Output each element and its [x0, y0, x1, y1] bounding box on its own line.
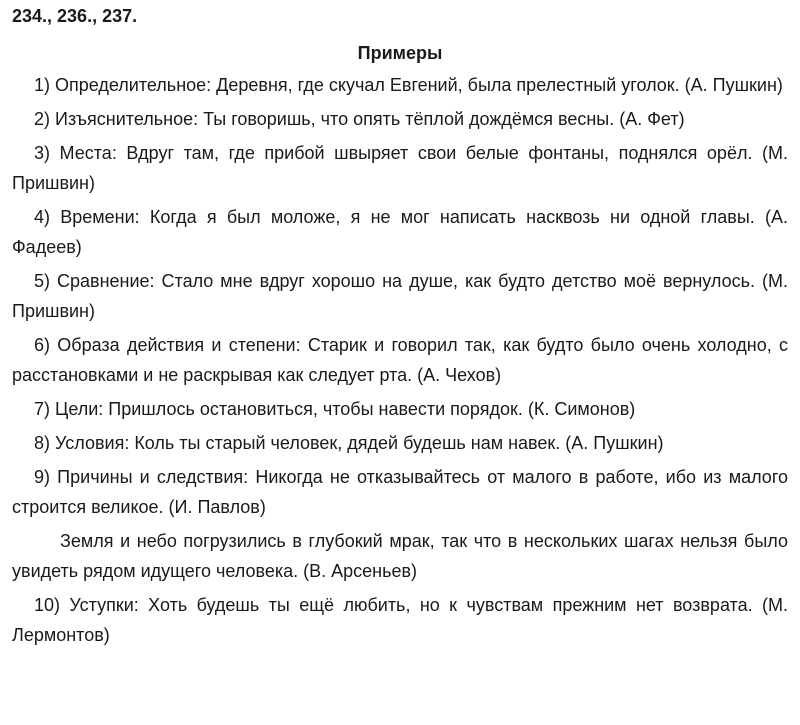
example-2: 2) Изъяснительное: Ты говоришь, что опять тёплой дождёмся весны. (А. Фет) — [34, 109, 685, 129]
example-9: 9) Причины и следствия: Никогда не отказывайтесь от малого в работе, ибо из малого строится великое. (И. Павлов) — [12, 467, 788, 517]
section-title: Примеры — [357, 43, 443, 63]
example-9-extra: Земля и небо погрузились в глубокий мрак, так что в нескольких шагах нельзя было увидеть рядом идущего человека. (В. Арсеньев) — [12, 531, 788, 581]
example-1: 1) Определительное: Деревня, где скучал Евгений, была прелестный уголок. (А. Пушкин) — [34, 75, 783, 95]
example-10: 10) Уступки: Хоть будешь ты ещё любить, но к чувствам прежним нет возврата. (М. Лермонтов) — [12, 595, 788, 645]
example-7: 7) Цели: Пришлось остановиться, чтобы навести порядок. (К. Симонов) — [34, 399, 636, 419]
example-3: 3) Места: Вдруг там, где прибой швыряет свои белые фонтаны, поднялся орёл. (М. Пришвин) — [12, 143, 788, 193]
examples-list — [12, 70, 788, 650]
exercise-numbers: 234., 236., 237. — [12, 6, 138, 26]
example-6: 6) Образа действия и степени: Старик и говорил так, как будто было очень холодно, с расстановками и не раскрывая как следует рта. (А. Чехов) — [12, 335, 788, 385]
example-4: 4) Времени: Когда я был моложе, я не мог написать насквозь ни одной главы. (А. Фадеев) — [12, 207, 788, 257]
example-5: 5) Сравнение: Стало мне вдруг хорошо на душе, как будто детство моё вернулось. (М. Пришвин) — [12, 271, 788, 321]
example-8: 8) Условия: Коль ты старый человек, дядей будешь нам навек. (А. Пушкин) — [34, 433, 664, 453]
